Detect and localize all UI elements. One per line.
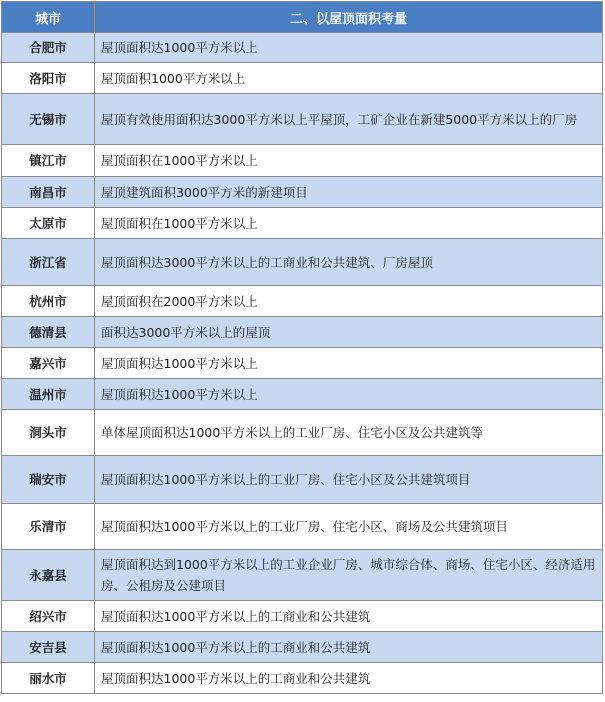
city-cell: 嘉兴市 [2, 348, 95, 379]
city-cell: 乐清市 [2, 504, 95, 550]
roof-area-table [1, 1, 603, 694]
standard-cell: 屋顶面积达1000平方米以上 [95, 33, 603, 63]
table-row [2, 94, 603, 145]
standard-cell: 屋顶面积达到1000平方米以上的工业企业厂房、城市综合体、商场、住宅小区、经济适用房、公租房及公建项目 [95, 550, 603, 601]
table-row [2, 663, 603, 694]
standard-cell: 屋顶面积达1000平方米以上的工商业和公共建筑 [95, 663, 603, 694]
standard-cell: 单体屋顶面积达1000平方米以上的工业厂房、住宅小区及公共建筑等 [95, 410, 603, 456]
table-row [2, 504, 603, 550]
table-row [2, 601, 603, 632]
city-cell: 温州市 [2, 379, 95, 410]
standard-cell: 屋顶面积达1000平方米以上的工商业和公共建筑 [95, 632, 603, 663]
table-row [2, 632, 603, 663]
city-cell: 镇江市 [2, 145, 95, 177]
standard-cell: 屋顶面积达1000平方米以上的工业厂房、住宅小区及公共建筑项目 [95, 456, 603, 504]
city-cell: 瑞安市 [2, 456, 95, 504]
header-city: 城市 [2, 2, 95, 33]
city-cell: 洛阳市 [2, 63, 95, 94]
table-row [2, 550, 603, 601]
table-row [2, 456, 603, 504]
city-cell: 合肥市 [2, 33, 95, 63]
city-cell: 永嘉县 [2, 550, 95, 601]
table-row [2, 208, 603, 239]
standard-cell: 屋顶有效使用面积达3000平方米以上平屋顶，工矿企业在新建5000平方米以上的厂房 [95, 94, 603, 145]
city-cell: 绍兴市 [2, 601, 95, 632]
city-cell: 洞头市 [2, 410, 95, 456]
table-row [2, 410, 603, 456]
city-cell: 太原市 [2, 208, 95, 239]
standard-cell: 屋顶面积达1000平方米以上 [95, 348, 603, 379]
table-row [2, 33, 603, 63]
standard-cell: 屋顶面积达1000平方米以上的工业厂房、住宅小区、商场及公共建筑项目 [95, 504, 603, 550]
standard-cell: 屋顶面积在1000平方米以上 [95, 208, 603, 239]
city-cell: 丽水市 [2, 663, 95, 694]
city-cell: 德清县 [2, 317, 95, 348]
table-row [2, 177, 603, 208]
standard-cell: 屋顶面积1000平方米以上 [95, 63, 603, 94]
standard-cell: 屋顶建筑面积3000平方米的新建项目 [95, 177, 603, 208]
header-standard: 二、以屋顶面积考量 [95, 2, 603, 33]
city-cell: 安吉县 [2, 632, 95, 663]
table-row [2, 145, 603, 177]
table-header-row [2, 2, 603, 33]
standard-cell: 屋顶面积达1000平方米以上 [95, 379, 603, 410]
table-row [2, 239, 603, 286]
city-cell: 浙江省 [2, 239, 95, 286]
city-cell: 杭州市 [2, 286, 95, 317]
table-row [2, 379, 603, 410]
city-cell: 无锡市 [2, 94, 95, 145]
standard-cell: 面积达3000平方米以上的屋顶 [95, 317, 603, 348]
standard-cell: 屋顶面积达1000平方米以上的工商业和公共建筑 [95, 601, 603, 632]
table-row [2, 348, 603, 379]
standard-cell: 屋顶面积在2000平方米以上 [95, 286, 603, 317]
standard-cell: 屋顶面积达3000平方米以上的工商业和公共建筑、厂房屋顶 [95, 239, 603, 286]
table-row [2, 63, 603, 94]
standard-cell: 屋顶面积在1000平方米以上 [95, 145, 603, 177]
table-row [2, 317, 603, 348]
table-row [2, 286, 603, 317]
city-cell: 南昌市 [2, 177, 95, 208]
